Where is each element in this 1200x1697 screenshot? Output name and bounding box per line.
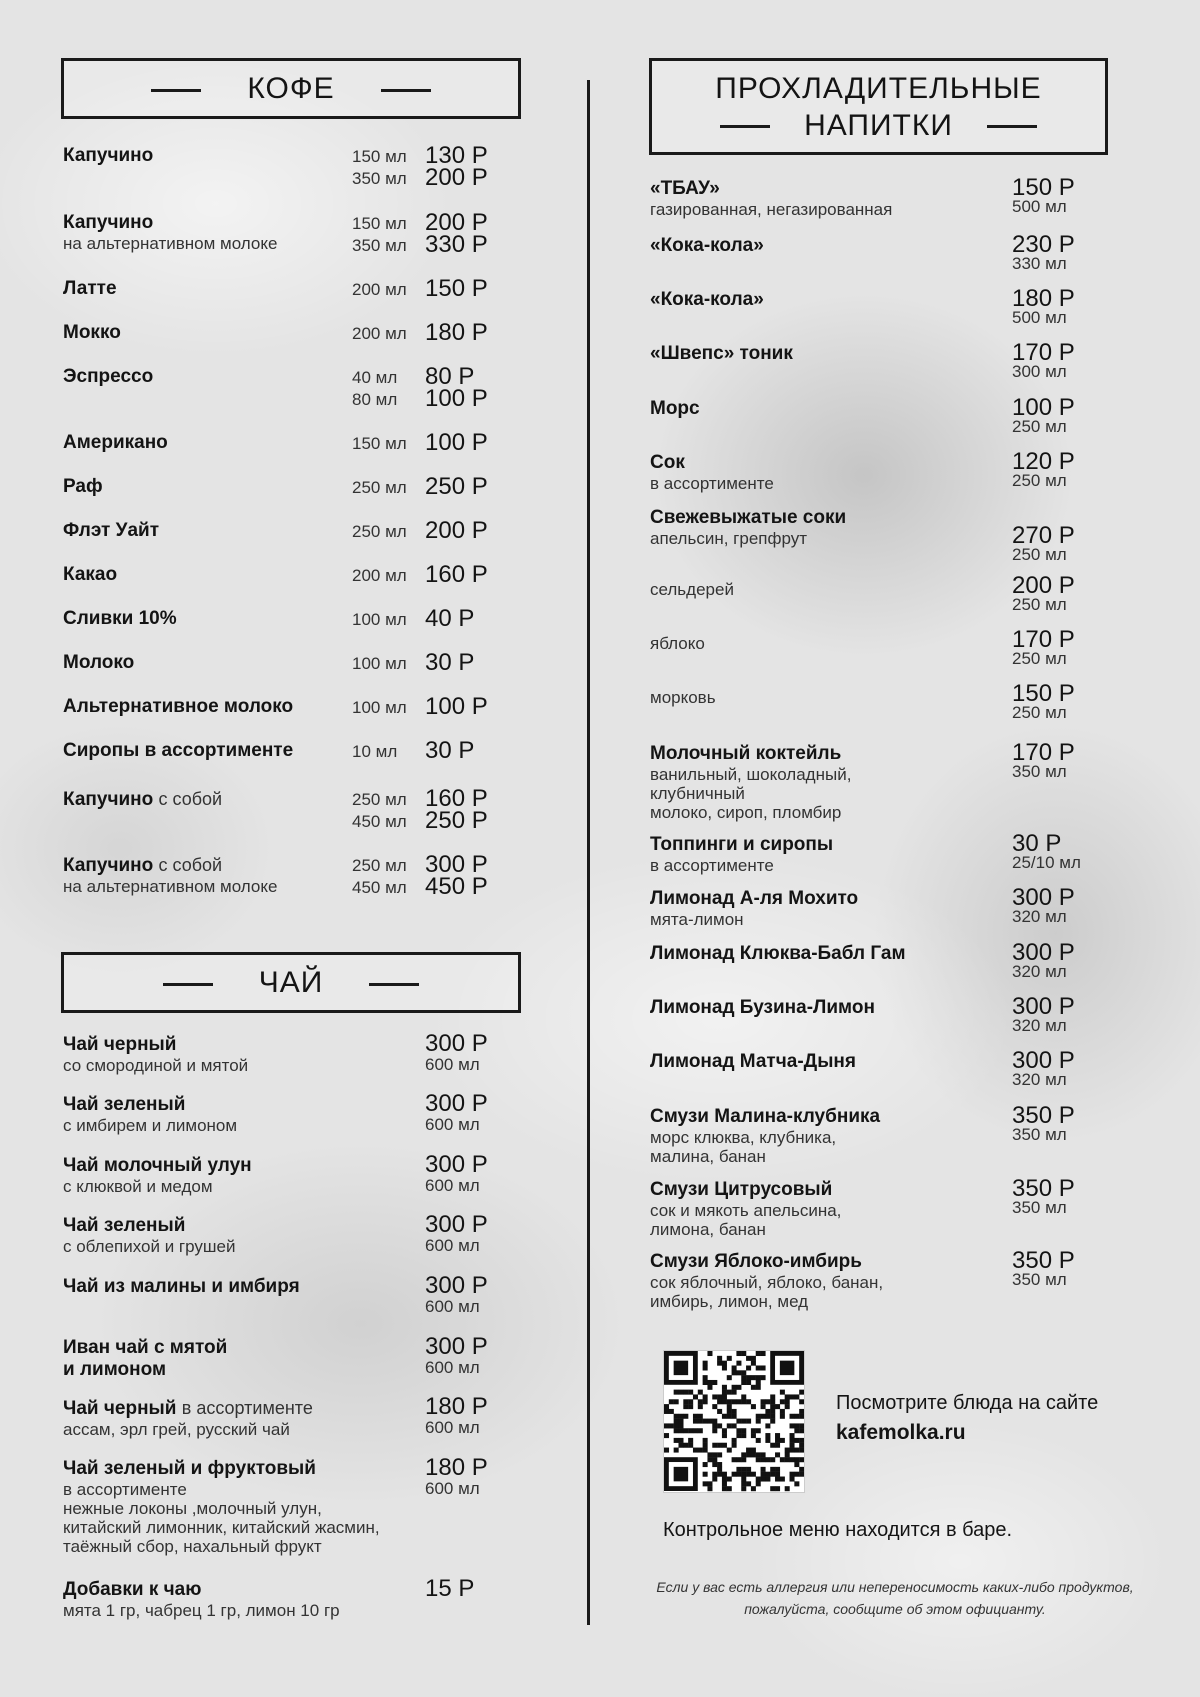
dash-left xyxy=(720,125,770,128)
cold-drink-item xyxy=(650,834,833,875)
coffee-item-name xyxy=(63,696,293,718)
coffee-item-name xyxy=(63,145,153,167)
tea-item-name-text: Иван чай с мятой xyxy=(63,1337,228,1358)
cold-drink-desc: малина, банан xyxy=(650,1147,766,1166)
tea-item xyxy=(63,1034,248,1075)
cold-drink-volume: 320 мл xyxy=(1012,962,1067,981)
cold-drink-item xyxy=(650,289,764,311)
cold-drink-name: Молочный коктейль xyxy=(650,743,842,764)
coffee-section-header xyxy=(61,58,521,119)
coffee-item-volume: 250 мл xyxy=(352,790,407,809)
cold-drink-item xyxy=(650,688,716,707)
tea-item-name-text: Чай зеленый xyxy=(63,1215,186,1236)
coffee-item-desc: на альтернативном молоке xyxy=(63,234,278,253)
tea-item xyxy=(63,1458,380,1556)
coffee-item-price: 150 Р xyxy=(425,275,488,302)
coffee-item-price: 80 Р xyxy=(425,363,475,390)
tea-item-price: 180 Р xyxy=(425,1393,488,1420)
cold-drinks-section-header xyxy=(649,58,1108,155)
tea-item-name xyxy=(63,1155,252,1177)
cold-drink-volume: 250 мл xyxy=(1012,703,1067,722)
coffee-item-desc: на альтернативном молоке xyxy=(63,877,278,896)
coffee-item-name-text: Латте xyxy=(63,278,117,299)
cold-section-title-line1: ПРОХЛАДИТЕЛЬНЫЕ xyxy=(715,71,1042,105)
coffee-item-name-text: Мокко xyxy=(63,322,121,343)
cold-drink-volume: 25/10 мл xyxy=(1012,853,1081,872)
cold-drink-desc: сок и мякоть апельсина, xyxy=(650,1201,842,1220)
coffee-item-volume: 40 мл xyxy=(352,368,398,387)
cold-drink-name: Лимонад Клюква-Бабл Гам xyxy=(650,943,906,964)
dash-left xyxy=(151,89,201,92)
cold-drink-item xyxy=(650,634,705,653)
cold-drink-item xyxy=(650,743,851,822)
column-divider xyxy=(587,80,590,1625)
tea-item-name-text: Чай черный xyxy=(63,1398,177,1419)
coffee-item-volume: 150 мл xyxy=(352,434,407,453)
cold-drink-volume: 350 мл xyxy=(1012,1270,1067,1289)
coffee-item-name xyxy=(63,476,103,498)
coffee-item xyxy=(63,564,117,586)
coffee-item-name xyxy=(63,322,121,344)
cold-drink-volume: 330 мл xyxy=(1012,254,1067,273)
dash-right xyxy=(987,125,1037,128)
coffee-item-price: 30 Р xyxy=(425,649,475,676)
coffee-item-name-text: Капучино xyxy=(63,855,154,876)
coffee-item-price: 40 Р xyxy=(425,605,475,632)
coffee-item-name-text: Капучино xyxy=(63,212,154,233)
coffee-item xyxy=(63,854,277,896)
cold-drink-item xyxy=(650,1051,856,1073)
tea-item xyxy=(63,1579,340,1620)
tea-item-desc: с имбирем и лимоном xyxy=(63,1116,238,1135)
tea-item xyxy=(63,1215,235,1256)
tea-section-title: ЧАЙ xyxy=(258,966,324,999)
tea-item-price: 300 Р xyxy=(425,1090,488,1117)
tea-item-volume: 600 мл xyxy=(425,1115,480,1134)
cold-drink-name: Лимонад Бузина-Лимон xyxy=(650,997,875,1018)
dash-right xyxy=(381,89,431,92)
tea-item-name-line2: и лимоном xyxy=(63,1359,167,1380)
allergy-note-line2: пожалуйста, сообщите об этом официанту. xyxy=(744,1601,1046,1617)
cold-drink-name: Топпинги и сиропы xyxy=(650,834,834,855)
allergy-note xyxy=(615,1576,1175,1620)
tea-item-price: 15 Р xyxy=(425,1575,475,1602)
cold-drink-name: «ТБАУ» xyxy=(650,178,720,199)
coffee-item-volume: 150 мл xyxy=(352,214,407,233)
cold-drink-desc: в ассортименте xyxy=(650,474,774,493)
cold-drink-item xyxy=(650,452,774,493)
coffee-item-name xyxy=(63,366,153,388)
cold-drink-volume: 250 мл xyxy=(1012,417,1067,436)
cold-drink-name: Смузи Яблоко-имбирь xyxy=(650,1251,862,1272)
coffee-item-name-text: Эспрессо xyxy=(63,366,154,387)
tea-item-desc: в ассортименте xyxy=(63,1480,187,1499)
cold-drink-price: 300 Р xyxy=(1012,939,1075,966)
cold-drink-name: Морс xyxy=(650,398,700,419)
tea-item-name-text: Чай черный xyxy=(63,1034,177,1055)
tea-item-name xyxy=(63,1094,237,1116)
dash-left xyxy=(163,983,213,986)
cold-drink-item xyxy=(650,580,734,599)
coffee-item-name xyxy=(63,608,177,630)
cold-drink-desc: яблоко xyxy=(650,634,705,653)
coffee-item-price: 250 Р xyxy=(425,807,488,834)
coffee-item-name-text: Какао xyxy=(63,564,118,585)
tea-item-name xyxy=(63,1458,380,1480)
cold-section-title-line2: НАПИТКИ xyxy=(804,108,953,142)
coffee-item-volume: 200 мл xyxy=(352,566,407,585)
coffee-item-name xyxy=(63,652,134,674)
tea-item-price: 180 Р xyxy=(425,1454,488,1481)
coffee-item-volume: 100 мл xyxy=(352,654,407,673)
coffee-item-price: 30 Р xyxy=(425,737,475,764)
cold-drink-desc: апельсин, грепфрут xyxy=(650,529,808,548)
cold-drink-desc: лимона, банан xyxy=(650,1220,766,1239)
coffee-item xyxy=(63,212,277,253)
coffee-item-name-text: Флэт Уайт xyxy=(63,520,160,541)
coffee-item-name xyxy=(63,212,277,234)
tea-item-volume: 600 мл xyxy=(425,1236,480,1255)
tea-section-header xyxy=(61,952,521,1013)
cold-drink-name: «Кока-кола» xyxy=(650,289,764,310)
coffee-item-price: 200 Р xyxy=(425,209,488,236)
tea-item-price: 300 Р xyxy=(425,1030,488,1057)
coffee-item-price: 160 Р xyxy=(425,561,488,588)
tea-item-desc: с клюквой и медом xyxy=(63,1177,213,1196)
cold-drink-item xyxy=(650,997,875,1019)
cold-drink-volume: 320 мл xyxy=(1012,1070,1067,1089)
coffee-item-name xyxy=(63,520,159,542)
cold-drink-price: 100 Р xyxy=(1012,394,1075,421)
cold-drink-name: Лимонад Матча-Дыня xyxy=(650,1051,856,1072)
allergy-note-line1: Если у вас есть аллергия или непереносимость каких-либо продуктов, xyxy=(656,1579,1134,1595)
cold-drink-item xyxy=(650,178,892,219)
cold-drink-volume: 500 мл xyxy=(1012,197,1067,216)
tea-item xyxy=(63,1397,313,1439)
coffee-item-price: 330 Р xyxy=(425,231,488,258)
tea-item-volume: 600 мл xyxy=(425,1418,480,1437)
coffee-item-volume: 450 мл xyxy=(352,878,407,897)
coffee-item-price: 450 Р xyxy=(425,873,488,900)
cold-drink-desc: сельдерей xyxy=(650,580,734,599)
cold-drink-item xyxy=(650,943,906,965)
coffee-item-price: 100 Р xyxy=(425,429,488,456)
coffee-item xyxy=(63,520,159,542)
coffee-item xyxy=(63,652,134,674)
cold-drink-desc: ванильный, шоколадный, xyxy=(650,765,852,784)
tea-item-volume: 600 мл xyxy=(425,1176,480,1195)
coffee-item-volume: 250 мл xyxy=(352,522,407,541)
tea-item-desc: с облепихой и грушей xyxy=(63,1237,236,1256)
cold-drink-price: 170 Р xyxy=(1012,626,1075,653)
cold-drink-price: 170 Р xyxy=(1012,339,1075,366)
tea-item xyxy=(63,1094,237,1135)
coffee-item-volume: 250 мл xyxy=(352,478,407,497)
tea-item-name xyxy=(63,1397,313,1420)
coffee-item-name xyxy=(63,788,222,811)
coffee-item-price: 180 Р xyxy=(425,319,488,346)
coffee-item xyxy=(63,696,293,718)
tea-item-price: 300 Р xyxy=(425,1151,488,1178)
coffee-item xyxy=(63,608,177,630)
coffee-item-price: 100 Р xyxy=(425,385,488,412)
qr-code-icon[interactable] xyxy=(663,1350,805,1493)
cold-drink-price: 350 Р xyxy=(1012,1175,1075,1202)
coffee-item-volume: 80 мл xyxy=(352,390,398,409)
coffee-item-suffix: с собой xyxy=(158,789,223,809)
coffee-item-volume: 200 мл xyxy=(352,280,407,299)
cold-drink-name: Сок xyxy=(650,452,685,473)
coffee-item-price: 200 Р xyxy=(425,517,488,544)
site-promo-text: Посмотрите блюда на сайте xyxy=(836,1392,1099,1414)
cold-drink-volume: 250 мл xyxy=(1012,595,1067,614)
cold-drink-item xyxy=(650,1251,883,1311)
coffee-item-name-text: Молоко xyxy=(63,652,135,673)
cold-drink-price: 180 Р xyxy=(1012,285,1075,312)
coffee-item xyxy=(63,278,117,300)
coffee-item xyxy=(63,366,153,388)
tea-item-volume: 600 мл xyxy=(425,1055,480,1074)
cold-drink-price: 270 Р xyxy=(1012,522,1075,549)
tea-item-price: 300 Р xyxy=(425,1211,488,1238)
cold-drink-desc: имбирь, лимон, мед xyxy=(650,1292,809,1311)
coffee-item-name-text: Сиропы в ассортименте xyxy=(63,740,294,761)
tea-item-name-text: Чай зеленый xyxy=(63,1094,186,1115)
tea-item-name xyxy=(63,1215,235,1237)
coffee-item-name xyxy=(63,854,277,877)
cold-drink-price: 150 Р xyxy=(1012,680,1075,707)
cold-drink-volume: 320 мл xyxy=(1012,907,1067,926)
cold-drink-desc: сок яблочный, яблоко, банан, xyxy=(650,1273,884,1292)
cold-drink-desc: газированная, негазированная xyxy=(650,200,893,219)
coffee-item xyxy=(63,322,121,344)
site-promo xyxy=(836,1388,1098,1448)
coffee-item-name xyxy=(63,432,168,454)
cold-drink-item xyxy=(650,343,793,365)
cold-drink-volume: 250 мл xyxy=(1012,649,1067,668)
cold-drink-name: Свежевыжатые соки xyxy=(650,507,847,528)
cold-drink-desc: мята-лимон xyxy=(650,910,744,929)
tea-item xyxy=(63,1276,300,1298)
tea-item-name-text: Чай молочный улун xyxy=(63,1155,252,1176)
coffee-item xyxy=(63,145,153,167)
coffee-item-suffix: с собой xyxy=(158,855,223,875)
coffee-item-price: 300 Р xyxy=(425,851,488,878)
cold-drink-item xyxy=(650,398,700,420)
control-menu-note: Контрольное меню находится в баре. xyxy=(663,1519,1013,1541)
tea-item-name-text: Чай зеленый и фруктовый xyxy=(63,1458,316,1479)
cold-drink-desc: в ассортименте xyxy=(650,856,774,875)
coffee-item-price: 160 Р xyxy=(425,785,488,812)
coffee-item-name xyxy=(63,740,293,762)
tea-item-suffix: в ассортименте xyxy=(181,1398,313,1418)
coffee-item-price: 200 Р xyxy=(425,164,488,191)
coffee-section-title: КОФЕ xyxy=(247,72,335,105)
cold-drink-volume: 250 мл xyxy=(1012,545,1067,564)
cold-drink-price: 200 Р xyxy=(1012,572,1075,599)
cold-drink-price: 120 Р xyxy=(1012,448,1075,475)
coffee-item-price: 130 Р xyxy=(425,142,488,169)
cold-drink-volume: 350 мл xyxy=(1012,762,1067,781)
cold-drink-price: 230 Р xyxy=(1012,231,1075,258)
tea-item-name xyxy=(63,1337,227,1359)
tea-item-name xyxy=(63,1034,248,1056)
tea-item-desc: китайский лимонник, китайский жасмин, xyxy=(63,1518,380,1537)
coffee-item-volume: 350 мл xyxy=(352,169,407,188)
cold-drink-price: 350 Р xyxy=(1012,1247,1075,1274)
coffee-item-price: 250 Р xyxy=(425,473,488,500)
cold-drink-desc: морс клюква, клубника, xyxy=(650,1128,837,1147)
cold-drink-desc: клубничный xyxy=(650,784,745,803)
cold-drink-volume: 300 мл xyxy=(1012,362,1067,381)
tea-item-volume: 600 мл xyxy=(425,1479,480,1498)
cold-drink-price: 350 Р xyxy=(1012,1102,1075,1129)
cold-drink-desc: морковь xyxy=(650,688,716,707)
tea-item xyxy=(63,1155,252,1196)
tea-item-volume: 600 мл xyxy=(425,1297,480,1316)
tea-item-name-text: Чай из малины и имбиря xyxy=(63,1276,300,1297)
coffee-item-volume: 150 мл xyxy=(352,147,407,166)
cold-drink-name: Лимонад А-ля Мохито xyxy=(650,888,859,909)
coffee-item-volume: 450 мл xyxy=(352,812,407,831)
coffee-item-volume: 350 мл xyxy=(352,236,407,255)
cold-drink-item xyxy=(650,888,858,929)
coffee-item xyxy=(63,740,293,762)
coffee-item xyxy=(63,476,103,498)
coffee-item-volume: 250 мл xyxy=(352,856,407,875)
cold-drink-name: «Швепс» тоник xyxy=(650,343,793,364)
tea-item-desc: таёжный сбор, нахальный фрукт xyxy=(63,1537,322,1556)
cold-drink-name: «Кока-кола» xyxy=(650,235,764,256)
cold-drink-volume: 250 мл xyxy=(1012,471,1067,490)
site-url-link[interactable]: kafemolka.ru xyxy=(836,1421,966,1444)
coffee-item-volume: 100 мл xyxy=(352,698,407,717)
coffee-item-name xyxy=(63,278,117,300)
coffee-item-name-text: Капучино xyxy=(63,789,154,810)
coffee-item xyxy=(63,788,222,811)
tea-item-price: 300 Р xyxy=(425,1333,488,1360)
coffee-item-name-text: Сливки 10% xyxy=(63,608,177,629)
coffee-item xyxy=(63,432,168,454)
tea-item xyxy=(63,1337,227,1381)
tea-item-desc: со смородиной и мятой xyxy=(63,1056,249,1075)
cold-drink-item xyxy=(650,1106,880,1166)
cold-drink-price: 170 Р xyxy=(1012,739,1075,766)
tea-item-desc: мята 1 гр, чабрец 1 гр, лимон 10 гр xyxy=(63,1601,340,1620)
tea-item-name xyxy=(63,1276,300,1298)
coffee-item-volume: 200 мл xyxy=(352,324,407,343)
cold-drink-price: 300 Р xyxy=(1012,993,1075,1020)
cold-drink-price: 300 Р xyxy=(1012,884,1075,911)
dash-right xyxy=(369,983,419,986)
cold-drink-volume: 350 мл xyxy=(1012,1198,1067,1217)
tea-item-desc: ассам, эрл грей, русский чай xyxy=(63,1420,290,1439)
cold-drink-name: Смузи Малина-клубника xyxy=(650,1106,881,1127)
coffee-item-name xyxy=(63,564,117,586)
tea-item-price: 300 Р xyxy=(425,1272,488,1299)
cold-drink-item xyxy=(650,1179,841,1239)
cold-drink-volume: 500 мл xyxy=(1012,308,1067,327)
cold-drink-name: Смузи Цитрусовый xyxy=(650,1179,833,1200)
coffee-item-name-text: Раф xyxy=(63,476,103,497)
coffee-item-price: 100 Р xyxy=(425,693,488,720)
coffee-item-name-text: Капучино xyxy=(63,145,154,166)
coffee-item-name-text: Альтернативное молоко xyxy=(63,696,294,717)
cold-drink-item xyxy=(650,507,846,548)
tea-item-desc: нежные локоны ,молочный улун, xyxy=(63,1499,322,1518)
cold-drink-desc: молоко, сироп, пломбир xyxy=(650,803,842,822)
cold-drink-price: 30 Р xyxy=(1012,830,1062,857)
coffee-item-volume: 10 мл xyxy=(352,742,398,761)
cold-drink-volume: 320 мл xyxy=(1012,1016,1067,1035)
tea-item-name xyxy=(63,1579,340,1601)
cold-drink-volume: 350 мл xyxy=(1012,1125,1067,1144)
tea-item-volume: 600 мл xyxy=(425,1358,480,1377)
cold-drink-price: 300 Р xyxy=(1012,1047,1075,1074)
coffee-item-name-text: Американо xyxy=(63,432,168,453)
tea-item-name-text: Добавки к чаю xyxy=(63,1579,202,1600)
cold-drink-price: 150 Р xyxy=(1012,174,1075,201)
cold-drink-item xyxy=(650,235,764,257)
coffee-item-volume: 100 мл xyxy=(352,610,407,629)
